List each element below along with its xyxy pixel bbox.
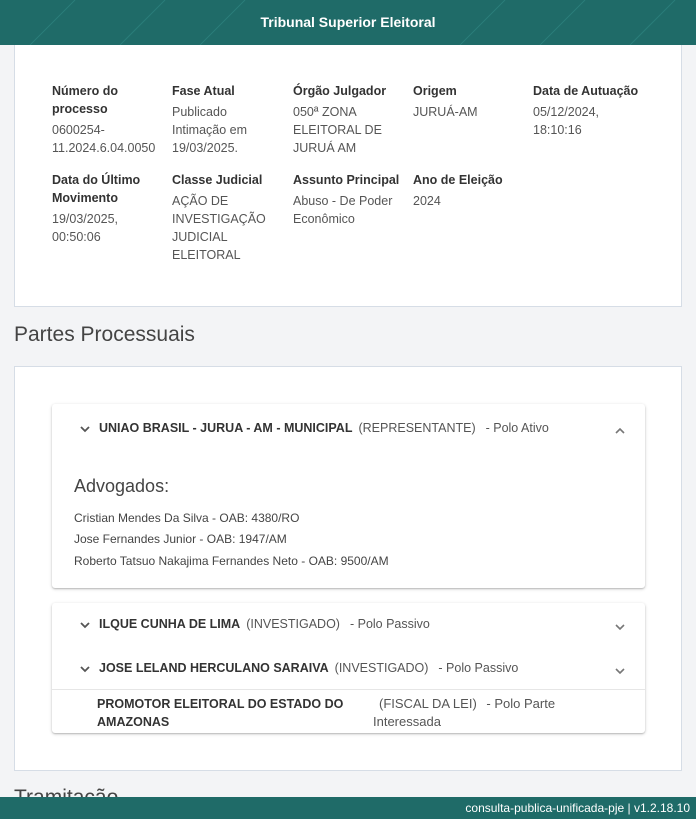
advogado-item: Cristian Mendes Da Silva - OAB: 4380/RO [74,511,300,525]
parte-role: (INVESTIGADO) [246,617,340,631]
chevron-down-icon [78,662,92,676]
advogado-item: Jose Fernandes Junior - OAB: 1947/AM [74,532,287,546]
parte-role-polo [373,695,603,731]
field-classe [172,171,282,264]
parte-polo: - Polo Passivo [349,617,430,631]
field-ano [413,171,523,210]
field-fase [172,82,282,157]
parte-name-text: JOSE LELAND HERCULANO SARAIVA [99,661,329,675]
header-bar [0,0,696,45]
parte-name: PROMOTOR ELEITORAL DO ESTADO DO AMAZONAS [97,697,344,729]
parte-polo: - Polo Ativo [485,421,549,435]
field-value: 0600254-11.2024.6.04.0050 [52,123,156,155]
parte-name [99,617,430,631]
field-value: JURUÁ-AM [413,105,478,119]
chevron-down-icon[interactable] [613,620,627,634]
chevron-up-icon[interactable] [613,424,627,438]
field-value: Abuso - De Poder Econômico [293,194,393,226]
field-value: 19/03/2025, 00:50:06 [52,212,119,244]
chevron-down-icon[interactable] [613,664,627,678]
parte-role: (INVESTIGADO) [334,661,429,675]
field-value: 05/12/2024, 18:10:16 [533,105,600,137]
process-info-card [14,45,682,307]
parte-header-row[interactable] [52,603,645,647]
advogado-item: Roberto Tatsuo Nakajima Fernandes Neto - OAB: 9500/AM [74,554,389,568]
section-title-partes: Partes Processuais [14,323,195,346]
field-label: Data do Último Movimento [52,173,141,205]
field-origem [413,82,523,121]
partes-panel-group [52,603,645,733]
page-content [0,45,696,797]
field-label: Origem [413,84,457,98]
header-title: Tribunal Superior Eleitoral [260,14,436,30]
parte-role: (FISCAL DA LEI) [379,696,477,711]
field-label: Órgão Julgador [293,84,387,98]
footer-version: consulta-publica-unificada-pje | v1.2.18.10 [465,801,690,815]
field-orgao [293,82,403,157]
chevron-down-icon [78,618,92,632]
field-label: Número do processo [52,84,118,116]
parte-header-row[interactable] [52,407,645,451]
field-label: Ano de Eleição [413,173,503,187]
field-label: Assunto Principal [293,173,400,187]
field-label: Classe Judicial [172,173,263,187]
field-value: Publicado Intimação em 19/03/2025. [172,105,248,155]
footer-bar [0,797,696,819]
chevron-down-icon [78,422,92,436]
advogados-title: Advogados: [74,476,170,496]
parte-header-row[interactable] [52,647,645,691]
field-value: 2024 [413,194,441,208]
parte-polo: - Polo Passivo [438,661,519,675]
field-ultimo-movimento [52,171,162,246]
field-numero [52,82,162,157]
field-assunto [293,171,403,228]
parte-name-text: UNIAO BRASIL - JURUA - AM - MUNICIPAL [99,421,353,435]
field-value: 050ª ZONA ELEITORAL DE JURUÁ AM [293,105,382,155]
field-autuacao [533,82,643,139]
parte-name [99,661,518,675]
parte-name-text: ILQUE CUNHA DE LIMA [99,617,241,631]
field-value: AÇÃO DE INVESTIGAÇÃO JUDICIAL ELEITORAL [172,194,266,262]
field-label: Data de Autuação [533,84,639,98]
parte-panel-expanded [52,404,645,588]
parte-name [99,421,549,435]
parte-polo: - Polo Parte Interessada [373,696,556,729]
partes-card [14,366,682,771]
field-label: Fase Atual [172,84,235,98]
parte-role: (REPRESENTANTE) [358,421,476,435]
parte-row-promotor[interactable] [52,690,645,733]
